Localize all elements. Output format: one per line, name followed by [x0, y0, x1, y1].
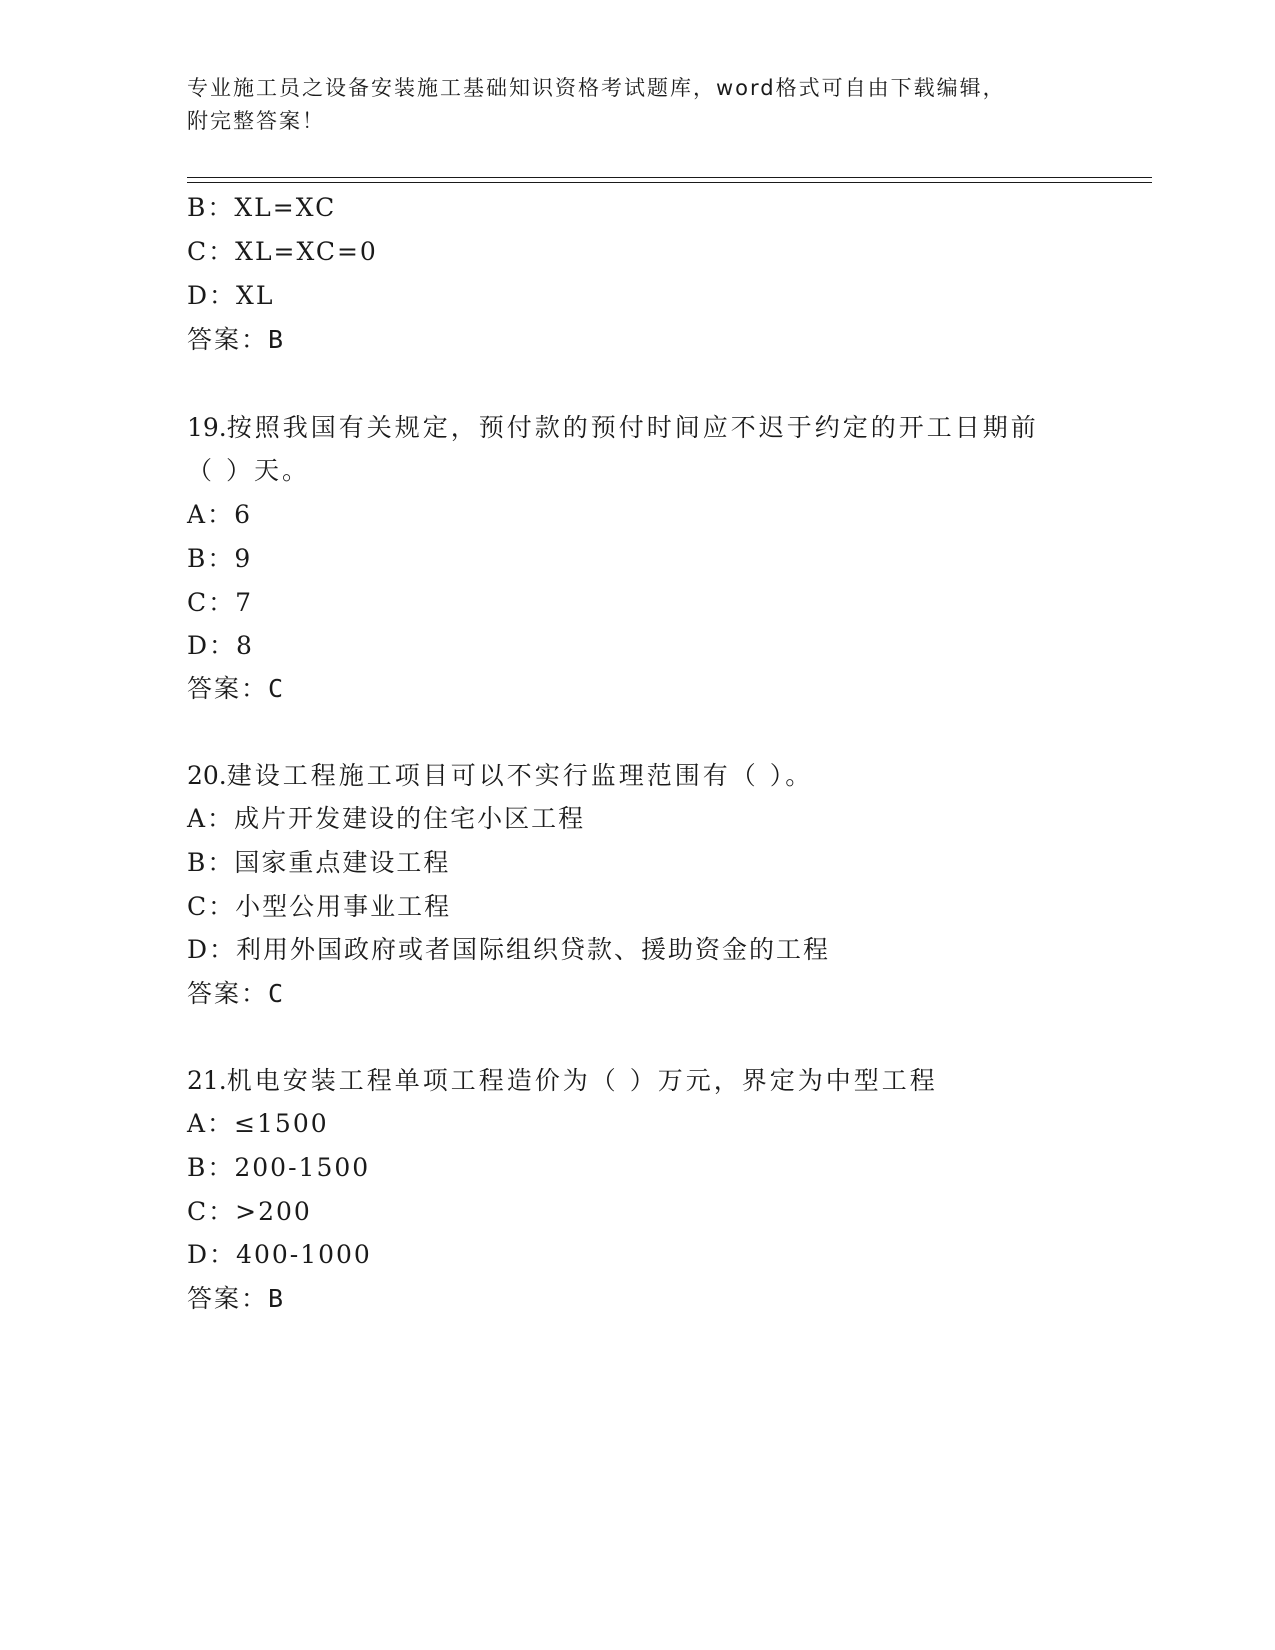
option-row [187, 630, 254, 662]
option-row [187, 192, 336, 224]
option-row [187, 543, 252, 575]
question-text: 机电安装工程单项工程造价为（ ）万元，界定为中型工程 [226, 1066, 938, 1095]
header-divider-top [187, 177, 1152, 178]
answer-label: 答案： [187, 1284, 269, 1313]
option-letter: C： [187, 237, 236, 266]
option-letter: A： [187, 500, 235, 529]
question-text: （ ）天。 [187, 456, 310, 485]
option-letter: B： [187, 193, 235, 222]
answer-value: B [268, 1284, 286, 1313]
option-text: 8 [236, 631, 254, 660]
option-text: 200-1500 [234, 1153, 371, 1182]
option-text: XL [236, 281, 275, 310]
option-letter: B： [187, 1153, 235, 1182]
question-title [187, 412, 1039, 444]
option-letter: C： [187, 1197, 236, 1226]
question-title-continued [187, 455, 310, 487]
option-row [187, 934, 830, 966]
option-letter: B： [187, 544, 235, 573]
option-text: >200 [235, 1197, 312, 1226]
option-row [187, 891, 451, 923]
option-text: 9 [234, 544, 253, 573]
header-line-2: 附完整答案！ [187, 109, 325, 133]
option-row [187, 280, 274, 312]
answer-value: B [268, 325, 286, 354]
option-text: 国家重点建设工程 [234, 848, 451, 877]
answer-row [187, 978, 285, 1010]
option-letter: C： [187, 588, 236, 617]
option-letter: B： [187, 848, 235, 877]
option-letter: D： [187, 935, 237, 964]
option-text: ≤1500 [234, 1109, 329, 1138]
option-row [187, 236, 378, 268]
answer-row [187, 324, 285, 356]
question-title [187, 1065, 938, 1097]
question-number: 21. [187, 1066, 227, 1095]
option-letter: D： [187, 631, 237, 660]
answer-row [187, 1283, 285, 1315]
answer-row [187, 673, 285, 705]
option-row [187, 1152, 370, 1184]
answer-label: 答案： [187, 325, 269, 354]
answer-label: 答案： [187, 979, 269, 1008]
question-number: 19. [187, 413, 227, 442]
option-letter: A： [187, 1109, 235, 1138]
header-divider-bottom [187, 182, 1152, 183]
option-row [187, 847, 450, 879]
question-text: 按照我国有关规定，预付款的预付时间应不迟于约定的开工日期前 [226, 413, 1039, 442]
option-row [187, 1108, 329, 1140]
answer-value: C [268, 674, 286, 703]
option-row [187, 803, 585, 835]
question-title [187, 760, 813, 792]
option-text: XL=XC [234, 193, 337, 222]
option-text: 400-1000 [236, 1240, 372, 1269]
option-text: 成片开发建设的住宅小区工程 [234, 804, 586, 833]
option-text: 6 [234, 500, 252, 529]
option-letter: A： [187, 804, 235, 833]
option-row [187, 1239, 372, 1271]
option-letter: C： [187, 892, 236, 921]
option-letter: D： [187, 1240, 237, 1269]
option-row [187, 587, 253, 619]
answer-label: 答案： [187, 674, 269, 703]
question-text: 建设工程施工项目可以不实行监理范围有（ ）。 [226, 761, 814, 790]
option-letter: D： [187, 281, 237, 310]
document-header [187, 72, 1087, 138]
question-number: 20. [187, 761, 227, 790]
header-line-1: 专业施工员之设备安装施工基础知识资格考试题库，word格式可自由下载编辑， [187, 76, 1006, 100]
option-row [187, 1196, 312, 1228]
option-text: 7 [235, 588, 254, 617]
option-text: 小型公用事业工程 [235, 892, 452, 921]
option-text: 利用外国政府或者国际组织贷款、援助资金的工程 [236, 935, 831, 964]
option-text: XL=XC=0 [235, 237, 378, 266]
option-row [187, 499, 252, 531]
answer-value: C [268, 979, 286, 1008]
